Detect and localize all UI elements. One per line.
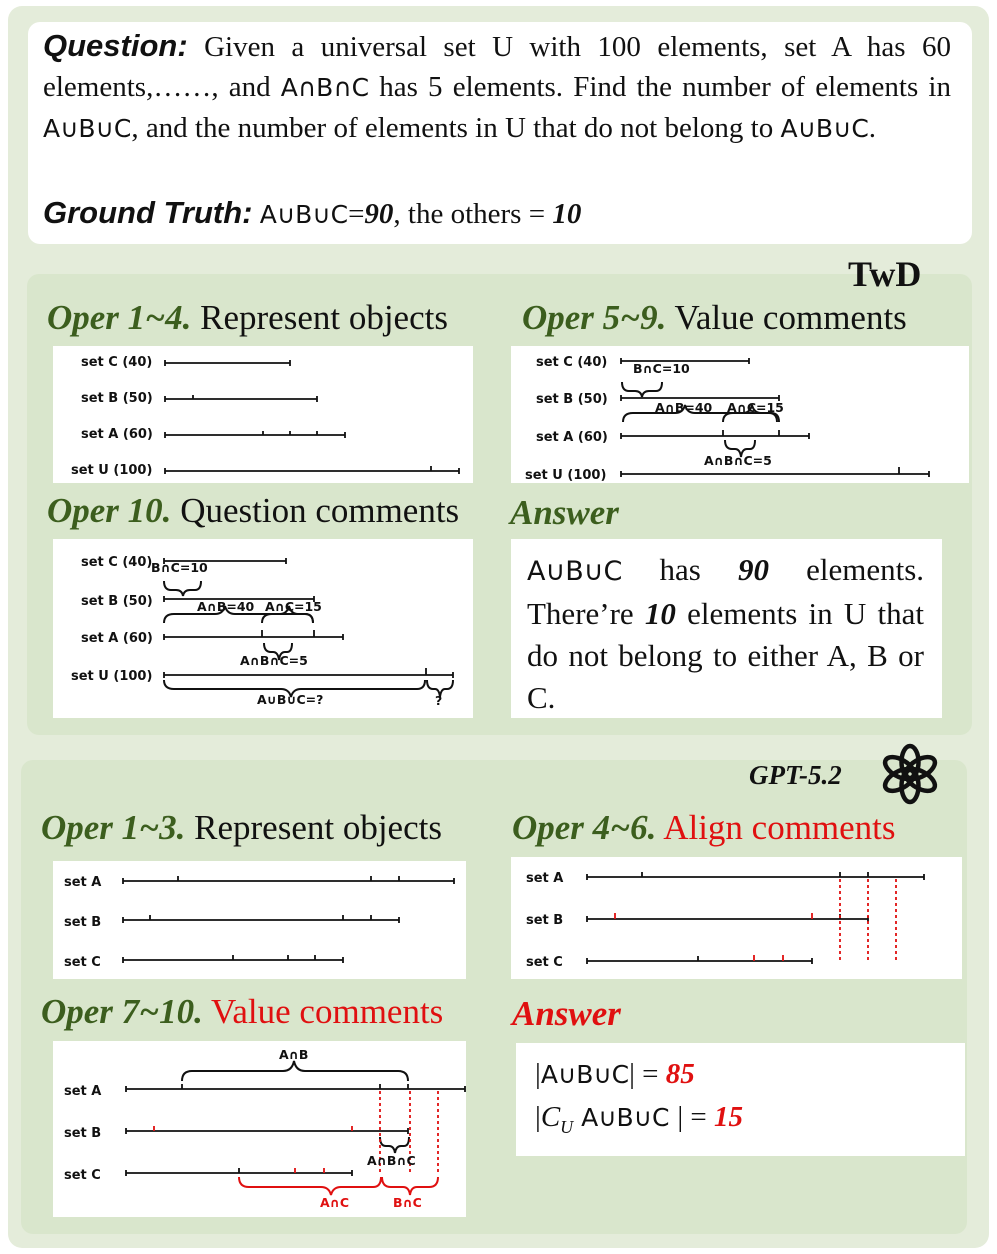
set-a-label: set A (60) xyxy=(81,631,153,646)
set-c-label: set C xyxy=(64,1168,101,1183)
set-c-label: set C xyxy=(64,955,101,970)
question-text: Question: Given a universal set U with 100 elements, set A has 60 elements,……, and A∩B∩C has 5 elements. Find the number of elements in A∪B∪C, and the number of elements in U that do not belong to A∪B∪C. xyxy=(43,28,951,144)
twd-value-diagram xyxy=(511,346,969,483)
set-b-label: set B xyxy=(64,1126,102,1141)
set-c-label: set C (40) xyxy=(81,355,153,370)
segment-lines xyxy=(164,558,453,678)
twd-answer-text: A∪B∪C has 90 elements. There’re 10 elements in U that do not belong to either A, B or C. xyxy=(527,552,925,715)
oper-10-heading: Oper 10. Question comments xyxy=(47,491,460,530)
twd-card-value-comments xyxy=(511,346,969,483)
gpt-answer-line-2: $|C_U$ A∪B∪C | = 15 xyxy=(535,1101,744,1137)
set-b-label: set B xyxy=(64,915,102,930)
oper-1-3-heading: Oper 1~3. Represent objects xyxy=(41,808,442,847)
oper-1-4-heading: Oper 1~4. Represent objects xyxy=(47,298,448,337)
set-b-label: set B (50) xyxy=(81,391,153,406)
set-c-label: set C xyxy=(526,955,563,970)
set-b-label: set B (50) xyxy=(81,594,153,609)
set-u-label: set U (100) xyxy=(525,468,607,483)
ground-truth: Ground Truth: A∪B∪C=90, the others = 10 xyxy=(43,195,582,230)
red-markers xyxy=(154,1091,438,1195)
set-a-label: set A xyxy=(64,875,102,890)
question-label: Question: xyxy=(43,28,188,63)
set-a-label: set A xyxy=(526,871,564,886)
gpt-answer-label: Answer xyxy=(512,994,621,1033)
abc-comment: A∩B∩C=5 xyxy=(240,653,308,668)
bc-comment: B∩C xyxy=(393,1195,422,1210)
set-b-label: set B (50) xyxy=(536,392,608,407)
ground-truth-label: Ground Truth: xyxy=(43,195,253,230)
twd-card-represent xyxy=(53,346,473,483)
complement-question-comment: ? xyxy=(435,693,443,708)
abc-comment: A∩B∩C xyxy=(367,1153,416,1168)
ab-comment: A∩B=40 xyxy=(655,400,713,415)
set-c-label: set C (40) xyxy=(81,555,153,570)
bc-comment: B∩C=10 xyxy=(633,361,690,376)
set-c-label: set C (40) xyxy=(536,355,608,370)
gpt-card-align xyxy=(511,857,962,979)
ac-comment: A∩C=15 xyxy=(265,599,322,614)
set-u-label: set U (100) xyxy=(71,463,153,478)
twd-title: TwD xyxy=(848,254,922,294)
oper-4-6-heading: Oper 4~6. Align comments xyxy=(512,808,896,847)
set-u-label: set U (100) xyxy=(71,669,153,684)
oper-5-9-heading: Oper 5~9. Value comments xyxy=(522,298,907,337)
gpt-represent-diagram xyxy=(53,861,466,979)
twd-card-question-comments xyxy=(53,539,473,718)
oper-7-10-heading: Oper 7~10. Value comments xyxy=(41,992,444,1031)
abc-comment: A∩B∩C=5 xyxy=(704,453,772,468)
segment-lines xyxy=(123,876,454,963)
gpt-answer-line-1: |A∪B∪C| = 85 xyxy=(535,1058,695,1090)
twd-represent-diagram xyxy=(53,346,473,483)
ab-comment: A∩B=40 xyxy=(197,599,255,614)
gpt-align-diagram xyxy=(511,857,962,979)
set-a-label: set A xyxy=(64,1084,102,1099)
ac-comment: A∩C xyxy=(320,1195,349,1210)
ab-comment: A∩B xyxy=(279,1047,309,1062)
segment-lines xyxy=(165,360,459,474)
twd-answer-label: Answer xyxy=(510,493,619,532)
red-markers xyxy=(615,879,896,961)
set-a-label: set A (60) xyxy=(536,430,608,445)
bc-comment: B∩C=10 xyxy=(151,560,208,575)
twd-question-diagram xyxy=(53,539,473,718)
gpt-card-value-comments xyxy=(53,1041,466,1217)
segment-lines xyxy=(587,872,924,964)
ac-comment: A∩C=15 xyxy=(727,400,784,415)
comment-braces xyxy=(622,382,779,457)
set-b-label: set B xyxy=(526,913,564,928)
gpt-value-diagram xyxy=(53,1041,466,1217)
set-a-label: set A (60) xyxy=(81,427,153,442)
gpt-title: GPT-5.2 xyxy=(749,760,842,790)
union-question-comment: A∪B∪C=? xyxy=(257,692,324,707)
openai-logo-icon xyxy=(877,741,943,807)
gpt-card-represent xyxy=(53,861,466,979)
